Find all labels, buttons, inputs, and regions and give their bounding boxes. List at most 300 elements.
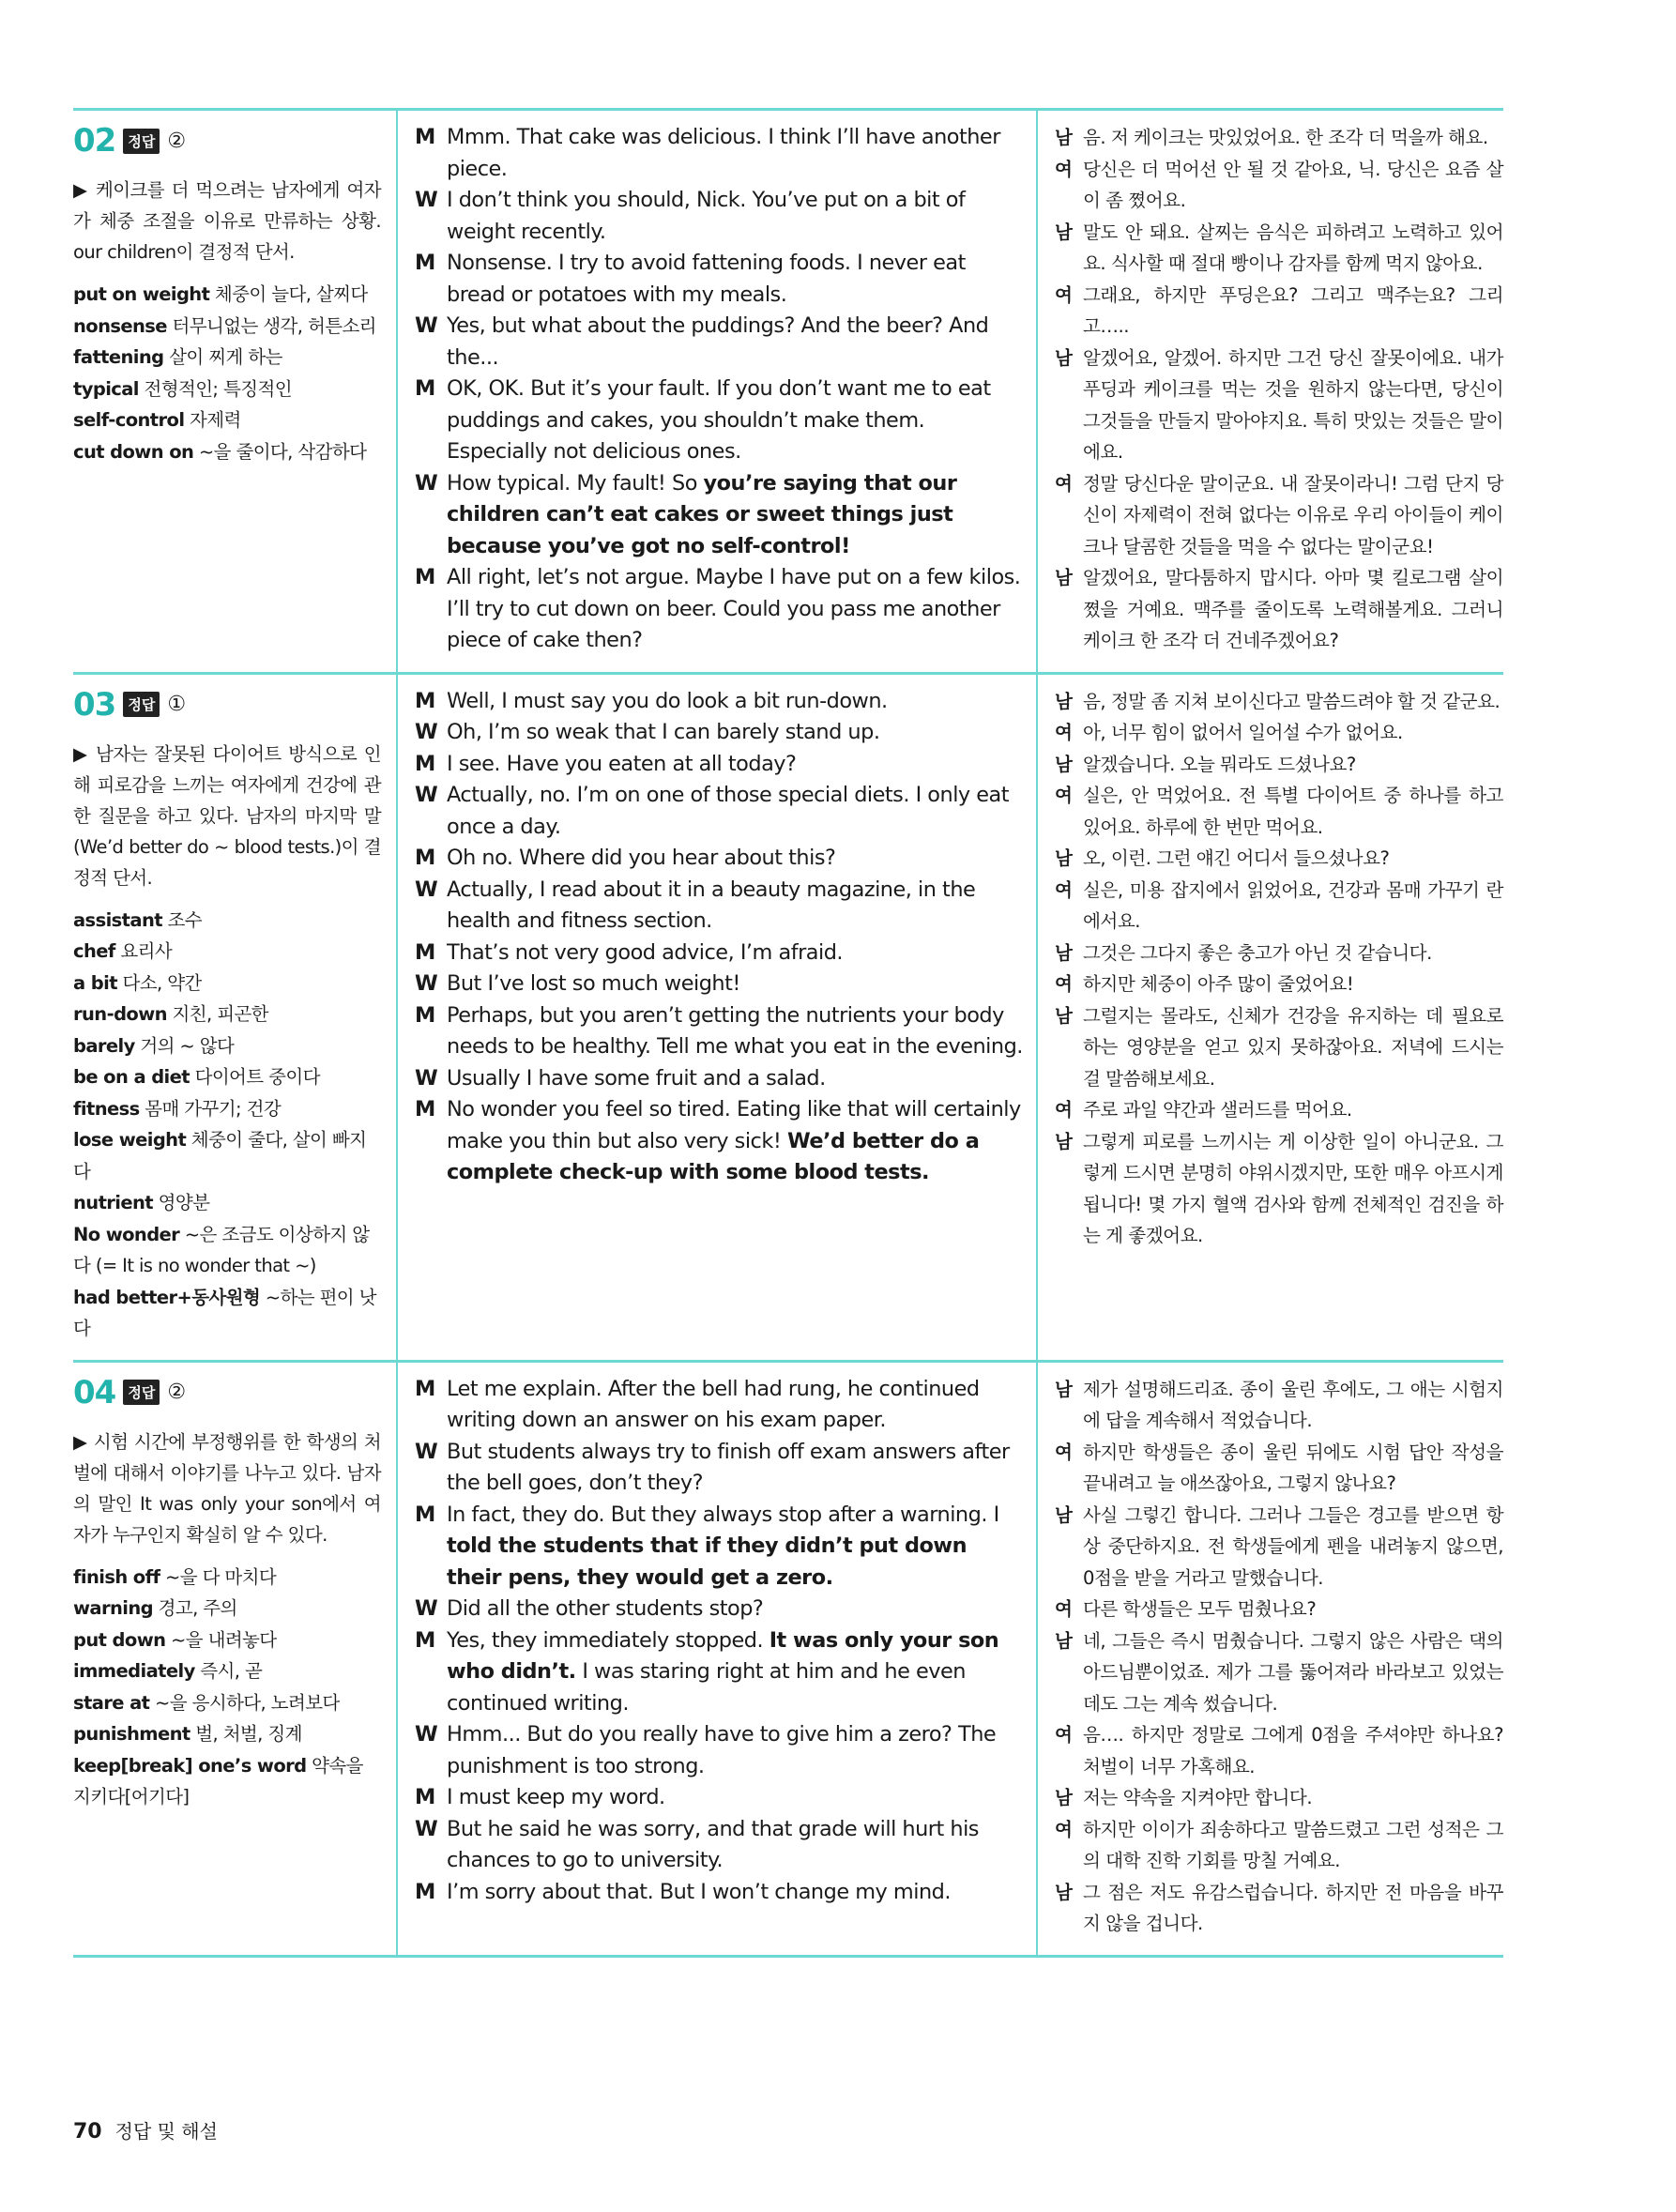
vocab-meaning: 영양분 (153, 1192, 210, 1213)
dialogue-text (447, 749, 1023, 781)
vocab-word: cut down on (73, 440, 194, 463)
speaker-label: 여 (1055, 973, 1073, 995)
dialogue-text (447, 1719, 1023, 1782)
dialogue-text (447, 1000, 1023, 1063)
dialogue-plain: Let me explain. After the bell had rung, he continued writing down an answer on his exam paper. (447, 1376, 980, 1432)
vocab-word: run-down (73, 1003, 167, 1025)
dialogue-line (415, 562, 1023, 657)
dialogue-text (447, 374, 1023, 468)
question-number: 02 (73, 122, 116, 160)
translation-text: 당신은 더 먹어선 안 될 것 같아요, 닉. 당신은 요즘 살이 좀 쪘어요. (1083, 158, 1503, 211)
vocab-word: stare at (73, 1691, 150, 1714)
explanation-summary: ▶ 케이크를 더 먹으려는 남자에게 여자가 체중 조절을 이유로 만류하는 상황. our children이 결정적 단서. (73, 179, 381, 263)
dialogue-text (447, 686, 1023, 718)
dialogue-text (447, 969, 1023, 1000)
vocab-word: chef (73, 940, 115, 962)
translation-line (1055, 1126, 1503, 1252)
dialogue-text (447, 562, 1023, 657)
speaker-label: M (415, 125, 435, 149)
dialogue-text (447, 875, 1023, 938)
vocab-meaning: 몸매 가꾸기; 건강 (139, 1097, 282, 1120)
dialogue-line (415, 185, 1023, 248)
dialogue-text (447, 468, 1023, 563)
vocab-meaning: 살이 찌게 하는 (163, 346, 282, 368)
translation-text: 알겠어요, 말다툼하지 맙시다. 아마 몇 킬로그램 살이 쪘을 거예요. 맥주를 줄이도록 노력해볼게요. 그러니 케이크 한 조각 더 건네주겠어요? (1083, 567, 1503, 651)
page-number: 70 (73, 2120, 102, 2143)
speaker-label: W (415, 720, 438, 744)
speaker-label: 남 (1055, 1130, 1073, 1152)
translation-text: 그 점은 저도 유감스럽습니다. 하지만 전 마음을 바꾸지 않을 겁니다. (1083, 1881, 1503, 1934)
speaker-label: 남 (1055, 1004, 1073, 1027)
vocab-item (73, 1687, 381, 1719)
translation-text: 알겠습니다. 오늘 뭐라도 드셨나요? (1083, 753, 1356, 775)
translation-line (1055, 1877, 1503, 1940)
speaker-label: 여 (1055, 1099, 1073, 1121)
vocab-meaning: 거의 ~ 않다 (134, 1034, 235, 1057)
dialogue-line (415, 938, 1023, 969)
vocab-list (73, 905, 381, 1345)
dialogue-line (415, 780, 1023, 843)
dialogue-text (447, 1877, 1023, 1909)
speaker-label: M (415, 1376, 435, 1401)
dialogue-column (398, 111, 1036, 672)
vocab-item (73, 404, 381, 436)
dialogue-line (415, 1877, 1023, 1909)
vocab-meaning: 터무니없는 생각, 허튼소리 (166, 314, 376, 337)
dialogue-plain: Well, I must say you do look a bit run-down. (447, 688, 888, 713)
translation-line (1055, 843, 1503, 875)
vocab-meaning: 체중이 줄다, 살이 빠지다 (73, 1129, 367, 1182)
vocab-word: typical (73, 377, 139, 400)
vocab-word: a bit (73, 971, 117, 994)
explanation-column (73, 675, 396, 1360)
vocab-item (73, 374, 381, 405)
speaker-label: W (415, 1816, 438, 1841)
vocab-meaning: 전형적인; 특징적인 (138, 377, 292, 400)
dialogue-column (398, 1363, 1036, 1955)
vocab-list (73, 1562, 381, 1813)
vocab-word: self-control (73, 409, 185, 431)
speaker-label: 남 (1055, 567, 1073, 588)
vocab-item (73, 1750, 381, 1813)
translation-line (1055, 875, 1503, 938)
translation-text: 그래요, 하지만 푸딩은요? 그리고 맥주는요? 그리고….. (1083, 283, 1503, 337)
vocab-item (73, 936, 381, 968)
vocab-meaning: 요리사 (114, 940, 173, 962)
vocab-meaning: ~을 응시하다, 노려보다 (149, 1691, 340, 1714)
dialogue-plain-tail: I was staring right at him and he even continued writing. (447, 1659, 966, 1716)
dialogue-plain: Usually I have some fruit and a salad. (447, 1065, 826, 1091)
vocab-word: nutrient (73, 1192, 154, 1213)
translation-line (1055, 780, 1503, 843)
dialogue-line (415, 248, 1023, 311)
speaker-label: M (415, 939, 435, 965)
speaker-label: 남 (1055, 847, 1073, 869)
answer-badge: 정답 (123, 1380, 160, 1405)
dialogue-text (447, 1782, 1023, 1814)
speaker-label: 여 (1055, 785, 1073, 806)
translation-text: 아, 너무 힘이 없어서 일어설 수가 없어요. (1083, 722, 1403, 743)
dialogue-text (447, 1625, 1023, 1720)
dialogue-line (415, 374, 1023, 468)
vocab-item (73, 1655, 381, 1687)
speaker-label: W (415, 783, 438, 807)
translation-text: 주로 과일 약간과 샐러드를 먹어요. (1083, 1099, 1352, 1121)
dialogue-text (447, 1437, 1023, 1500)
speaker-label: W (415, 1439, 438, 1464)
dialogue-key-clue: told the students that if they didn’t put down their pens, they would get a zero. (447, 1533, 968, 1590)
speaker-label: 남 (1055, 1787, 1073, 1808)
answer-badge: 정답 (123, 129, 160, 154)
vocab-item (73, 279, 381, 311)
vocab-word: punishment (73, 1723, 190, 1745)
question-header (73, 1374, 381, 1411)
dialogue-plain: Actually, I read about it in a beauty magazine, in the health and fitness section. (447, 877, 976, 933)
speaker-label: W (415, 470, 438, 496)
speaker-label: 여 (1055, 1441, 1073, 1463)
dialogue-text (447, 717, 1023, 749)
translation-text: 하지만 이이가 죄송하다고 말씀드렸고 그런 성적은 그의 대학 진학 기회를 망칠 거예요. (1083, 1818, 1503, 1871)
dialogue-plain: All right, let’s not argue. Maybe I have put on a few kilos. I’ll try to cut down on beer. Could you pass me another piece of cake then? (447, 565, 1021, 652)
vocab-item (73, 968, 381, 999)
dialogue-line (415, 1782, 1023, 1814)
speaker-label: 남 (1055, 1378, 1073, 1400)
vocab-word: nonsense (73, 314, 167, 337)
dialogue-line (415, 1063, 1023, 1095)
explanation-column (73, 1363, 396, 1955)
vocab-meaning: 자제력 (184, 409, 241, 431)
translation-line (1055, 938, 1503, 969)
speaker-label: M (415, 376, 435, 401)
translation-text: 네, 그들은 즉시 멈췄습니다. 그렇지 않은 사람은 댁의 아드님뿐이었죠. 제가 그를 뚫어져라 바라보고 있었는데도 그는 계속 썼습니다. (1083, 1629, 1503, 1715)
dialogue-text (447, 1063, 1023, 1095)
vocab-word: warning (73, 1597, 153, 1619)
translation-line (1055, 343, 1503, 468)
dialogue-key-clue: We’d better do a complete check-up with some blood tests. (447, 1128, 980, 1184)
speaker-label: 여 (1055, 283, 1073, 306)
dialogue-text (447, 248, 1023, 311)
vocab-item (73, 1219, 381, 1282)
vocab-item (73, 1061, 381, 1093)
translation-text: 제가 설명해드리죠. 종이 울린 후에도, 그 애는 시험지에 답을 계속해서 적었습니다. (1083, 1378, 1503, 1431)
vocab-item (73, 342, 381, 374)
translation-line (1055, 468, 1503, 563)
dialogue-column (398, 675, 1036, 1360)
translation-line (1055, 1000, 1503, 1095)
speaker-label: M (415, 1879, 435, 1904)
dialogue-plain: I see. Have you eaten at all today? (447, 751, 797, 776)
dialogue-line (415, 468, 1023, 563)
vocab-meaning: ~은 조금도 이상하지 않다 (= It is no wonder that ~) (73, 1223, 370, 1276)
dialogue-text (447, 185, 1023, 248)
vocab-word: finish off (73, 1565, 160, 1588)
vocab-meaning: 다소, 약간 (116, 971, 202, 994)
translation-line (1055, 1374, 1503, 1437)
dialogue-plain: Did all the other students stop? (447, 1596, 764, 1621)
dialogue-line (415, 1094, 1023, 1189)
dialogue-plain: But students always try to finish off exam answers after the bell goes, don’t they? (447, 1439, 1010, 1495)
answer-page (73, 108, 1503, 1958)
vocab-word: No wonder (73, 1223, 180, 1245)
translation-text: 그럴지는 몰라도, 신체가 건강을 유지하는 데 필요로 하는 영양분을 얻고 있지 못하잖아요. 저녁에 드시는 걸 말씀해보세요. (1083, 1004, 1503, 1090)
vocab-item (73, 999, 381, 1030)
vocab-list (73, 279, 381, 467)
dialogue-plain: How typical. My fault! So (447, 470, 704, 496)
translation-line (1055, 217, 1503, 280)
dialogue-line (415, 686, 1023, 718)
vocab-word: put on weight (73, 283, 210, 305)
dialogue-plain: But I’ve lost so much weight! (447, 971, 740, 996)
page-footer (73, 2116, 218, 2143)
speaker-label: W (415, 1065, 438, 1091)
vocab-meaning: 다이어트 중이다 (189, 1066, 320, 1088)
dialogue-plain: Hmm... But do you really have to give him a zero? The punishment is too strong. (447, 1722, 997, 1778)
question-number: 04 (73, 1373, 116, 1411)
translation-text: 오, 이런. 그런 얘긴 어디서 들으셨나요? (1083, 847, 1390, 869)
translation-line (1055, 1500, 1503, 1594)
speaker-label: 남 (1055, 1629, 1073, 1652)
translation-text: 알겠어요, 알겠어. 하지만 그건 당신 잘못이에요. 내가 푸딩과 케이크를 먹는 것을 원하지 않는다면, 당신이 그것들을 만들지 말아야지요. 특히 맛있는 것들은 말이에요. (1083, 346, 1503, 463)
speaker-label: 여 (1055, 1598, 1073, 1620)
vocab-word: fitness (73, 1097, 140, 1120)
vocab-item (73, 1562, 381, 1594)
speaker-label: W (415, 188, 438, 212)
translation-line (1055, 749, 1503, 781)
dialogue-line (415, 1625, 1023, 1720)
speaker-label: 여 (1055, 1724, 1073, 1746)
question-section (73, 111, 1503, 672)
vocab-word: lose weight (73, 1129, 187, 1151)
speaker-label: W (415, 1596, 438, 1621)
dialogue-plain: Actually, no. I’m on one of those special diets. I only eat once a day. (447, 783, 1010, 839)
speaker-label: M (415, 1002, 435, 1028)
translation-text: 저는 약속을 지켜야만 합니다. (1083, 1787, 1313, 1808)
translation-text: 실은, 안 먹었어요. 전 특별 다이어트 중 하나를 하고 있어요. 하루에 한 번만 먹어요. (1083, 785, 1503, 838)
speaker-label: M (415, 1785, 435, 1809)
speaker-label: M (415, 1502, 435, 1527)
dialogue-text (447, 1594, 1023, 1625)
dialogue-text (447, 843, 1023, 875)
dialogue-plain: I don’t think you should, Nick. You’ve put on a bit of weight recently. (447, 188, 966, 244)
translation-line (1055, 1437, 1503, 1500)
vocab-word: keep[break] one’s word (73, 1754, 307, 1777)
translation-text: 그것은 그다지 좋은 충고가 아닌 것 같습니다. (1083, 941, 1432, 964)
vocab-word: immediately (73, 1660, 195, 1682)
speaker-label: 여 (1055, 722, 1073, 743)
dialogue-plain: But he said he was sorry, and that grade will hurt his chances to go to university. (447, 1816, 979, 1872)
translation-text: 음…. 하지만 정말로 그에게 0점을 주셔야만 하나요? 처벌이 너무 가혹해요. (1083, 1724, 1503, 1777)
vocab-word: barely (73, 1034, 135, 1057)
speaker-label: 여 (1055, 878, 1073, 901)
dialogue-text (447, 1374, 1023, 1437)
translation-line (1055, 1782, 1503, 1814)
vocab-meaning: ~하는 편이 낫다 (73, 1286, 376, 1339)
translation-line (1055, 1094, 1503, 1126)
vocab-meaning: 조수 (161, 908, 203, 931)
question-number: 03 (73, 685, 116, 724)
translation-text: 하지만 체중이 아주 많이 줄었어요! (1083, 973, 1354, 995)
dialogue-line (415, 969, 1023, 1000)
dialogue-plain: That’s not very good advice, I’m afraid. (447, 939, 844, 965)
dialogue-plain: I’m sorry about that. But I won’t change my mind. (447, 1879, 951, 1904)
section-divider (73, 1955, 1503, 1958)
question-header (73, 122, 381, 160)
speaker-label: M (415, 688, 435, 713)
translation-text: 하지만 학생들은 종이 울린 뒤에도 시험 답안 작성을 끝내려고 늘 애쓰잖아요, 그렇지 않나요? (1083, 1441, 1503, 1494)
translation-column (1038, 111, 1503, 672)
explanation-column (73, 111, 396, 672)
dialogue-plain: Nonsense. I try to avoid fattening foods. I never eat bread or potatoes with my meals. (447, 251, 966, 307)
speaker-label: 남 (1055, 941, 1073, 964)
speaker-label: M (415, 251, 435, 275)
dialogue-line (415, 749, 1023, 781)
answer-value: ① (167, 693, 187, 716)
speaker-label: 남 (1055, 753, 1073, 775)
page-footer-title: 정답 및 해설 (114, 2120, 218, 2143)
translation-text: 정말 당신다운 말이군요. 내 잘못이라니! 그럼 단지 당신이 자제력이 전혀 없다는 이유로 우리 아이들이 케이크나 달콤한 것들을 먹을 수 없다는 말이군요! (1083, 472, 1503, 557)
translation-text: 다른 학생들은 모두 멈췄나요? (1083, 1598, 1317, 1620)
speaker-label: 여 (1055, 472, 1073, 495)
translation-line (1055, 717, 1503, 749)
vocab-item (73, 1187, 381, 1219)
translation-text: 음. 저 케이크는 맛있었어요. 한 조각 더 먹을까 해요. (1083, 127, 1488, 148)
speaker-label: M (415, 846, 435, 870)
translation-line (1055, 969, 1503, 1000)
speaker-label: 남 (1055, 346, 1073, 369)
vocab-item (73, 1282, 381, 1345)
speaker-label: W (415, 313, 438, 338)
dialogue-plain: Oh, I’m so weak that I can barely stand up. (447, 720, 880, 744)
translation-text: 그렇게 피로를 느끼시는 게 이상한 일이 아니군요. 그렇게 드시면 분명히 야위시겠지만, 또한 매우 아프시게 됩니다! 몇 가지 혈액 검사와 함께 전체적인 검진을 하는 게 좋겠어요. (1083, 1130, 1503, 1246)
speaker-label: 남 (1055, 1503, 1073, 1526)
answer-badge: 정답 (123, 692, 160, 717)
dialogue-line (415, 1500, 1023, 1594)
vocab-item (73, 1030, 381, 1062)
dialogue-line (415, 122, 1023, 185)
dialogue-plain: I must keep my word. (447, 1785, 665, 1809)
translation-column (1038, 675, 1503, 1360)
speaker-label: 남 (1055, 690, 1073, 712)
question-header (73, 686, 381, 724)
translation-text: 사실 그렇긴 합니다. 그러나 그들은 경고를 받으면 항상 중단하지요. 전 학생들에게 펜을 내려놓지 않으면, 0점을 받을 거라고 말했습니다. (1083, 1503, 1503, 1589)
translation-line (1055, 154, 1503, 217)
dialogue-line (415, 1594, 1023, 1625)
vocab-meaning: ~을 줄이다, 삭감하다 (193, 440, 367, 463)
vocab-meaning: 약속을 지키다[어기다] (73, 1754, 363, 1808)
vocab-item (73, 1625, 381, 1656)
dialogue-line (415, 1719, 1023, 1782)
vocab-meaning: 지친, 피곤한 (166, 1003, 268, 1025)
speaker-label: 남 (1055, 1881, 1073, 1903)
dialogue-text (447, 1500, 1023, 1594)
speaker-label: W (415, 877, 438, 902)
dialogue-plain: No wonder you feel so tired. Eating like that will certainly make you thin but also very sick! (447, 1097, 1021, 1153)
translation-line (1055, 1814, 1503, 1877)
vocab-item (73, 1593, 381, 1625)
dialogue-plain: Yes, but what about the puddings? And the beer? And the... (447, 313, 989, 370)
translation-line (1055, 686, 1503, 718)
speaker-label: 남 (1055, 221, 1073, 243)
dialogue-text (447, 1814, 1023, 1877)
speaker-label: 여 (1055, 1818, 1073, 1840)
translation-line (1055, 122, 1503, 154)
dialogue-text (447, 780, 1023, 843)
dialogue-text (447, 938, 1023, 969)
dialogue-key-clue: you’re saying that our children can’t eat cakes or sweet things just because you’ve got no self-control! (447, 470, 957, 558)
vocab-meaning: 즉시, 곧 (194, 1660, 263, 1682)
vocab-meaning: ~을 다 마치다 (160, 1565, 277, 1588)
translation-line (1055, 1719, 1503, 1782)
dialogue-line (415, 717, 1023, 749)
vocab-item (73, 311, 381, 343)
dialogue-line (415, 311, 1023, 374)
speaker-label: 남 (1055, 127, 1073, 148)
speaker-label: M (415, 751, 435, 776)
translation-text: 음, 정말 좀 지쳐 보이신다고 말씀드려야 할 것 같군요. (1083, 690, 1501, 712)
vocab-item (73, 1124, 381, 1187)
vocab-word: fattening (73, 346, 164, 368)
vocab-item (73, 1718, 381, 1750)
question-section (73, 1363, 1503, 1955)
dialogue-line (415, 843, 1023, 875)
dialogue-key-clue: It was only your son who didn’t. (447, 1627, 999, 1684)
translation-text: 말도 안 돼요. 살찌는 음식은 피하려고 노력하고 있어요. 식사할 때 절대 빵이나 감자를 함께 먹지 않아요. (1083, 221, 1503, 274)
dialogue-plain: Perhaps, but you aren’t getting the nutrients your body needs to be healthy. Tell me what you eat in the evening. (447, 1002, 1023, 1059)
vocab-meaning: 체중이 늘다, 살찌다 (209, 283, 368, 305)
vocab-item (73, 905, 381, 937)
dialogue-line (415, 1814, 1023, 1877)
vocab-item (73, 1093, 381, 1125)
dialogue-plain: OK, OK. But it’s your fault. If you don’t want me to eat puddings and cakes, you shouldn’t make them. Especially not delicious ones. (447, 376, 991, 464)
explanation-summary: ▶ 남자는 잘못된 다이어트 방식으로 인해 피로감을 느끼는 여자에게 건강에 관한 질문을 하고 있다. 남자의 마지막 말(We’d better do ~ blood tests.)이 결정적 단서. (73, 742, 381, 889)
answer-value: ② (167, 1381, 187, 1404)
vocab-meaning: 벌, 처벌, 징계 (190, 1723, 302, 1745)
speaker-label: M (415, 1097, 435, 1121)
dialogue-line (415, 875, 1023, 938)
translation-line (1055, 562, 1503, 657)
translation-line (1055, 280, 1503, 343)
speaker-label: M (415, 1627, 435, 1653)
dialogue-line (415, 1374, 1023, 1437)
question-section (73, 675, 1503, 1360)
vocab-word: be on a diet (73, 1066, 190, 1088)
speaker-label: W (415, 1722, 438, 1747)
translation-line (1055, 1594, 1503, 1625)
speaker-label: M (415, 565, 435, 589)
dialogue-line (415, 1000, 1023, 1063)
dialogue-line (415, 1437, 1023, 1500)
dialogue-text (447, 311, 1023, 374)
vocab-word: had better+동사원형 (73, 1286, 261, 1308)
speaker-label: W (415, 971, 438, 996)
translation-line (1055, 1625, 1503, 1720)
translation-column (1038, 1363, 1503, 1955)
explanation-summary: ▶ 시험 시간에 부정행위를 한 학생의 처벌에 대해서 이야기를 나누고 있다. 남자의 말인 It was only your son에서 여자가 누구인지 확실히 알 수 있다. (73, 1430, 381, 1546)
vocab-item (73, 436, 381, 468)
translation-text: 실은, 미용 잡지에서 읽었어요, 건강과 몸매 가꾸기 란에서요. (1083, 878, 1503, 932)
answer-value: ② (167, 129, 187, 153)
vocab-word: put down (73, 1628, 166, 1651)
vocab-meaning: 경고, 주의 (153, 1597, 237, 1619)
vocab-word: assistant (73, 908, 162, 931)
dialogue-plain: Oh no. Where did you hear about this? (447, 846, 836, 870)
dialogue-plain: Mmm. That cake was delicious. I think I’ll have another piece. (447, 125, 1000, 181)
dialogue-plain: In fact, they do. But they always stop after a warning. I (447, 1502, 999, 1527)
speaker-label: 여 (1055, 158, 1073, 180)
dialogue-text (447, 122, 1023, 185)
dialogue-text (447, 1094, 1023, 1189)
vocab-meaning: ~을 내려놓다 (165, 1628, 277, 1651)
